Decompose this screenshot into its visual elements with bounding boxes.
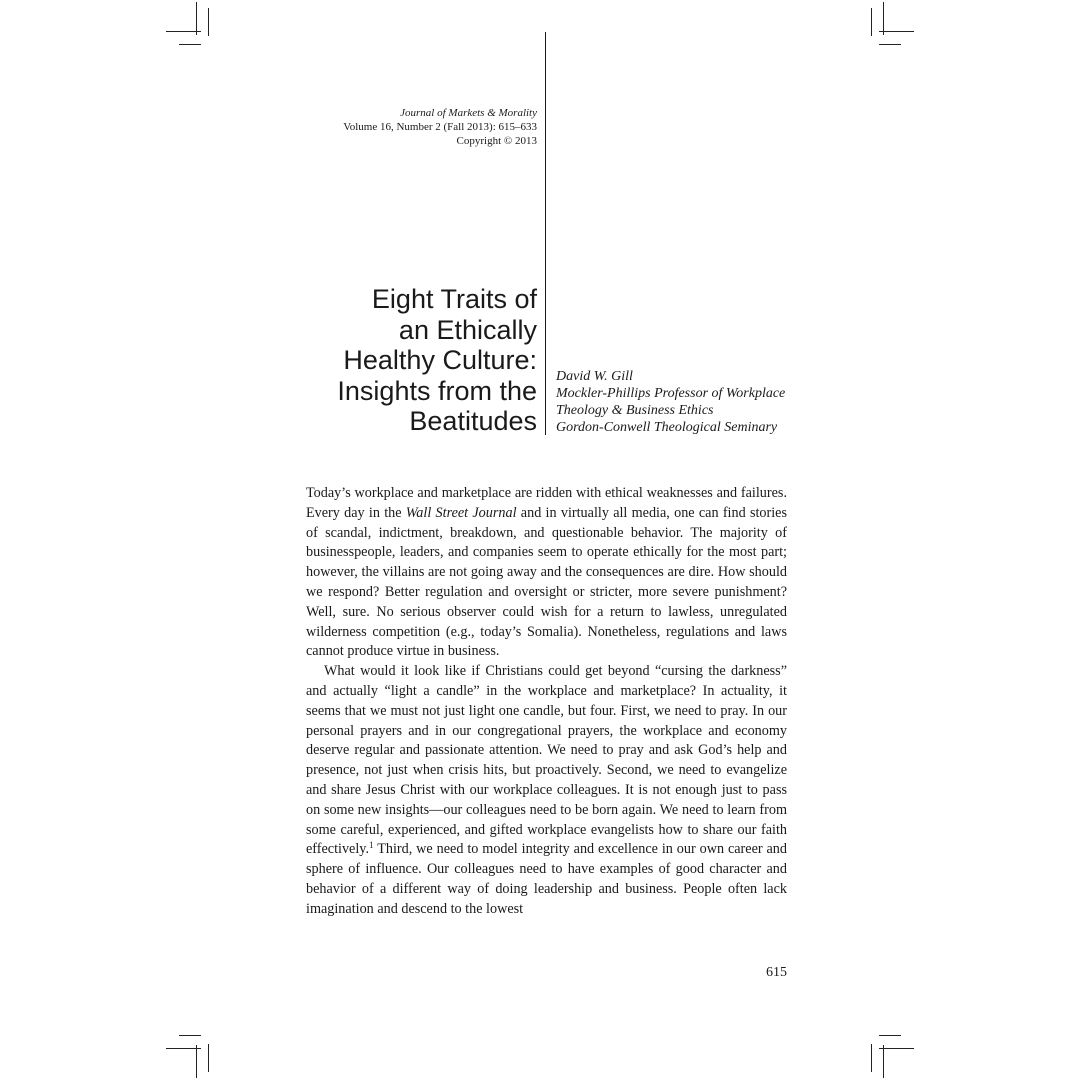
page-number: 615 bbox=[766, 965, 787, 980]
author-position: Theology & Business Ethics bbox=[556, 403, 714, 418]
crop-mark bbox=[196, 1045, 197, 1078]
crop-mark bbox=[883, 1045, 884, 1078]
crop-mark bbox=[196, 2, 197, 35]
footnote-marker[interactable]: 1 bbox=[369, 840, 374, 851]
crop-mark bbox=[179, 1035, 201, 1036]
crop-mark bbox=[871, 8, 872, 36]
crop-mark bbox=[871, 1044, 872, 1072]
author-institution: Gordon-Conwell Theological Seminary bbox=[556, 420, 778, 435]
crop-mark bbox=[208, 1044, 209, 1072]
title-divider bbox=[545, 32, 546, 435]
journal-name: Journal of Markets & Morality bbox=[400, 107, 537, 119]
crop-mark bbox=[879, 1048, 914, 1049]
article-title bbox=[337, 284, 537, 437]
crop-mark bbox=[879, 44, 901, 45]
journal-volume: Volume 16, Number 2 (Fall 2013): 615–633 bbox=[343, 121, 537, 133]
journal-info bbox=[343, 106, 537, 148]
author-block bbox=[556, 368, 785, 436]
author-position: Mockler-Phillips Professor of Workplace bbox=[556, 386, 786, 401]
crop-mark bbox=[879, 1035, 901, 1036]
author-name: David W. Gill bbox=[556, 369, 633, 384]
title-line: Insights from the bbox=[337, 375, 537, 406]
crop-mark bbox=[879, 31, 914, 32]
paragraph: What would it look like if Christians could get beyond “cursing the darkness” and actually “light a candle” in the workplace and marketplace? In actuality, it seems that we must not just light one candle, but four. First, we need to pray. In our personal prayers and in our congregational prayers, the workplace and economy deserve regular and passionate attention. We need to pray and ask God’s help and presence, not just when crisis hits, but proactively. Second, we need to evangelize and share Jesus Christ with our workplace colleagues. It is not enough just to pass on some new insights—our colleagues need to be born again. We need to learn from some careful, experienced, and gifted workplace evangelists how to share our faith effectively.$^1$ Third, we need to model integrity and excellence in our own career and sphere of influence. Our colleagues need to have examples of good character and behavior of a different way of doing leadership and business. People often lack imagination and descend to the lowest bbox=[306, 663, 787, 917]
crop-mark bbox=[883, 2, 884, 35]
publication-title: Wall Street Journal bbox=[405, 504, 517, 521]
article-body bbox=[306, 484, 787, 920]
title-line: Eight Traits of bbox=[371, 284, 537, 314]
crop-mark bbox=[208, 8, 209, 36]
paragraph: Today’s workplace and marketplace are ridden with ethical weaknesses and failures. Every day in the Wall Street Journal and in virtually all media, one can find stories of scandal, indictment, breakdown, and questionable behavior. The majority of businesspeople, leaders, and companies seem to operate ethically for the most part; however, the villains are not going away and the consequences are dire. How should we respond? Better regulation and oversight or stricter, more severe punishment? Well, sure. No serious observer could wish for a return to lawless, unregulated wilderness competition (e.g., today’s Somalia). Nonetheless, regulations and laws cannot produce virtue in business. bbox=[306, 485, 787, 660]
title-line: Healthy Culture: bbox=[343, 345, 537, 375]
title-line: an Ethically bbox=[398, 314, 537, 345]
title-line: Beatitudes bbox=[409, 406, 537, 436]
journal-copyright: Copyright © 2013 bbox=[456, 135, 537, 147]
crop-mark bbox=[179, 44, 201, 45]
